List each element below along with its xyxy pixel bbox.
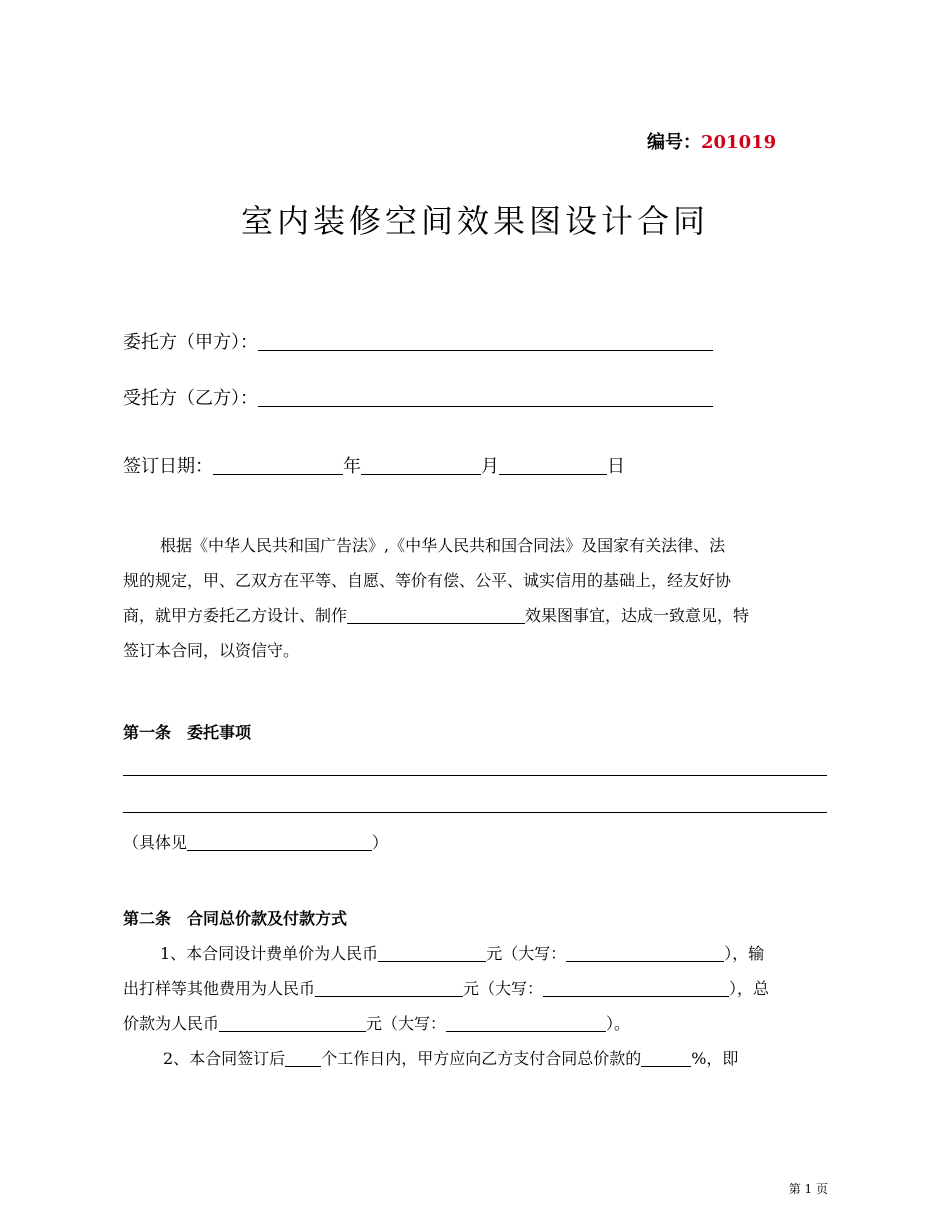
month-blank — [361, 456, 481, 475]
contractor-label: 受托方（乙方）： — [123, 388, 258, 409]
day-blank — [499, 456, 607, 475]
client-line — [123, 328, 713, 354]
workdays-blank — [285, 1050, 321, 1067]
total-blank — [219, 1015, 366, 1032]
serial-value: 201019 — [701, 132, 777, 153]
detail-blank — [187, 834, 372, 851]
contractor-blank — [258, 388, 713, 407]
client-label: 委托方（甲方）： — [123, 332, 258, 353]
clause-1-i: ）。 — [606, 1014, 631, 1033]
article-1-rule-2 — [123, 812, 827, 813]
clause-2-c: %，即 — [691, 1049, 739, 1068]
sign-date-line — [123, 452, 625, 478]
year-blank — [213, 456, 343, 475]
article-1-detail — [123, 825, 388, 860]
date-label: 签订日期： — [123, 456, 213, 477]
article-2-clause-1 — [123, 936, 769, 1076]
month-label: 月 — [481, 456, 499, 477]
preamble-line-3a: 商，就甲方委托乙方设计、制作 — [123, 606, 348, 625]
percent-blank — [641, 1050, 691, 1067]
clause-1-b: 元（大写： — [486, 944, 567, 963]
clause-1-line-3 — [123, 1006, 769, 1041]
clause-1-d: 出打样等其他费用为人民币 — [123, 979, 316, 998]
clause-2-b: 个工作日内，甲方应向乙方支付合同总价款的 — [321, 1049, 642, 1068]
unit-price-words-blank — [566, 945, 724, 962]
day-label: 日 — [607, 456, 625, 477]
total-words-blank — [446, 1015, 606, 1032]
contractor-line — [123, 384, 713, 410]
year-label: 年 — [343, 456, 361, 477]
article-2-heading: 第二条 合同总价款及付款方式 — [123, 909, 348, 928]
clause-1-h: 元（大写： — [366, 1014, 447, 1033]
unit-price-blank — [378, 945, 486, 962]
detail-close: ） — [372, 833, 389, 852]
preamble-line-1: 根据《中华人民共和国广告法》,《中华人民共和国合同法》及国家有关法律、法 — [160, 536, 726, 555]
clause-1-c: ），输 — [724, 944, 765, 963]
clause-1-e: 元（大写： — [463, 979, 544, 998]
clause-1-line-1 — [123, 936, 769, 971]
preamble-line-4: 签订本合同，以资信守。 — [123, 641, 300, 660]
clause-1-f: ），总 — [729, 979, 770, 998]
other-fee-blank — [315, 980, 463, 997]
other-fee-words-blank — [543, 980, 729, 997]
preamble-line-3b: 效果图事宜，达成一致意见，特 — [525, 606, 750, 625]
serial-number — [647, 128, 776, 154]
detail-open: （具体见 — [123, 833, 188, 852]
clause-2-a: 2、本合同签订后 — [163, 1049, 286, 1068]
work-blank — [347, 607, 525, 624]
clause-1-g: 价款为人民币 — [123, 1014, 220, 1033]
clause-2-line-1 — [123, 1041, 769, 1076]
serial-label: 编号： — [647, 132, 701, 153]
clause-1-line-2 — [123, 971, 769, 1006]
preamble-line-2: 规的规定，甲、乙双方在平等、自愿、等价有偿、公平、诚实信用的基础上，经友好协 — [123, 571, 732, 590]
article-1-heading: 第一条 委托事项 — [123, 723, 252, 742]
client-blank — [258, 332, 713, 351]
article-1-rule-1 — [123, 775, 827, 776]
clause-1-a: 1、本合同设计费单价为人民币 — [160, 944, 379, 963]
preamble-paragraph — [123, 528, 749, 668]
page-number: 第 1 页 — [788, 1182, 828, 1196]
preamble-line-3 — [123, 598, 749, 633]
document-title: 室内装修空间效果图设计合同 — [240, 202, 709, 240]
